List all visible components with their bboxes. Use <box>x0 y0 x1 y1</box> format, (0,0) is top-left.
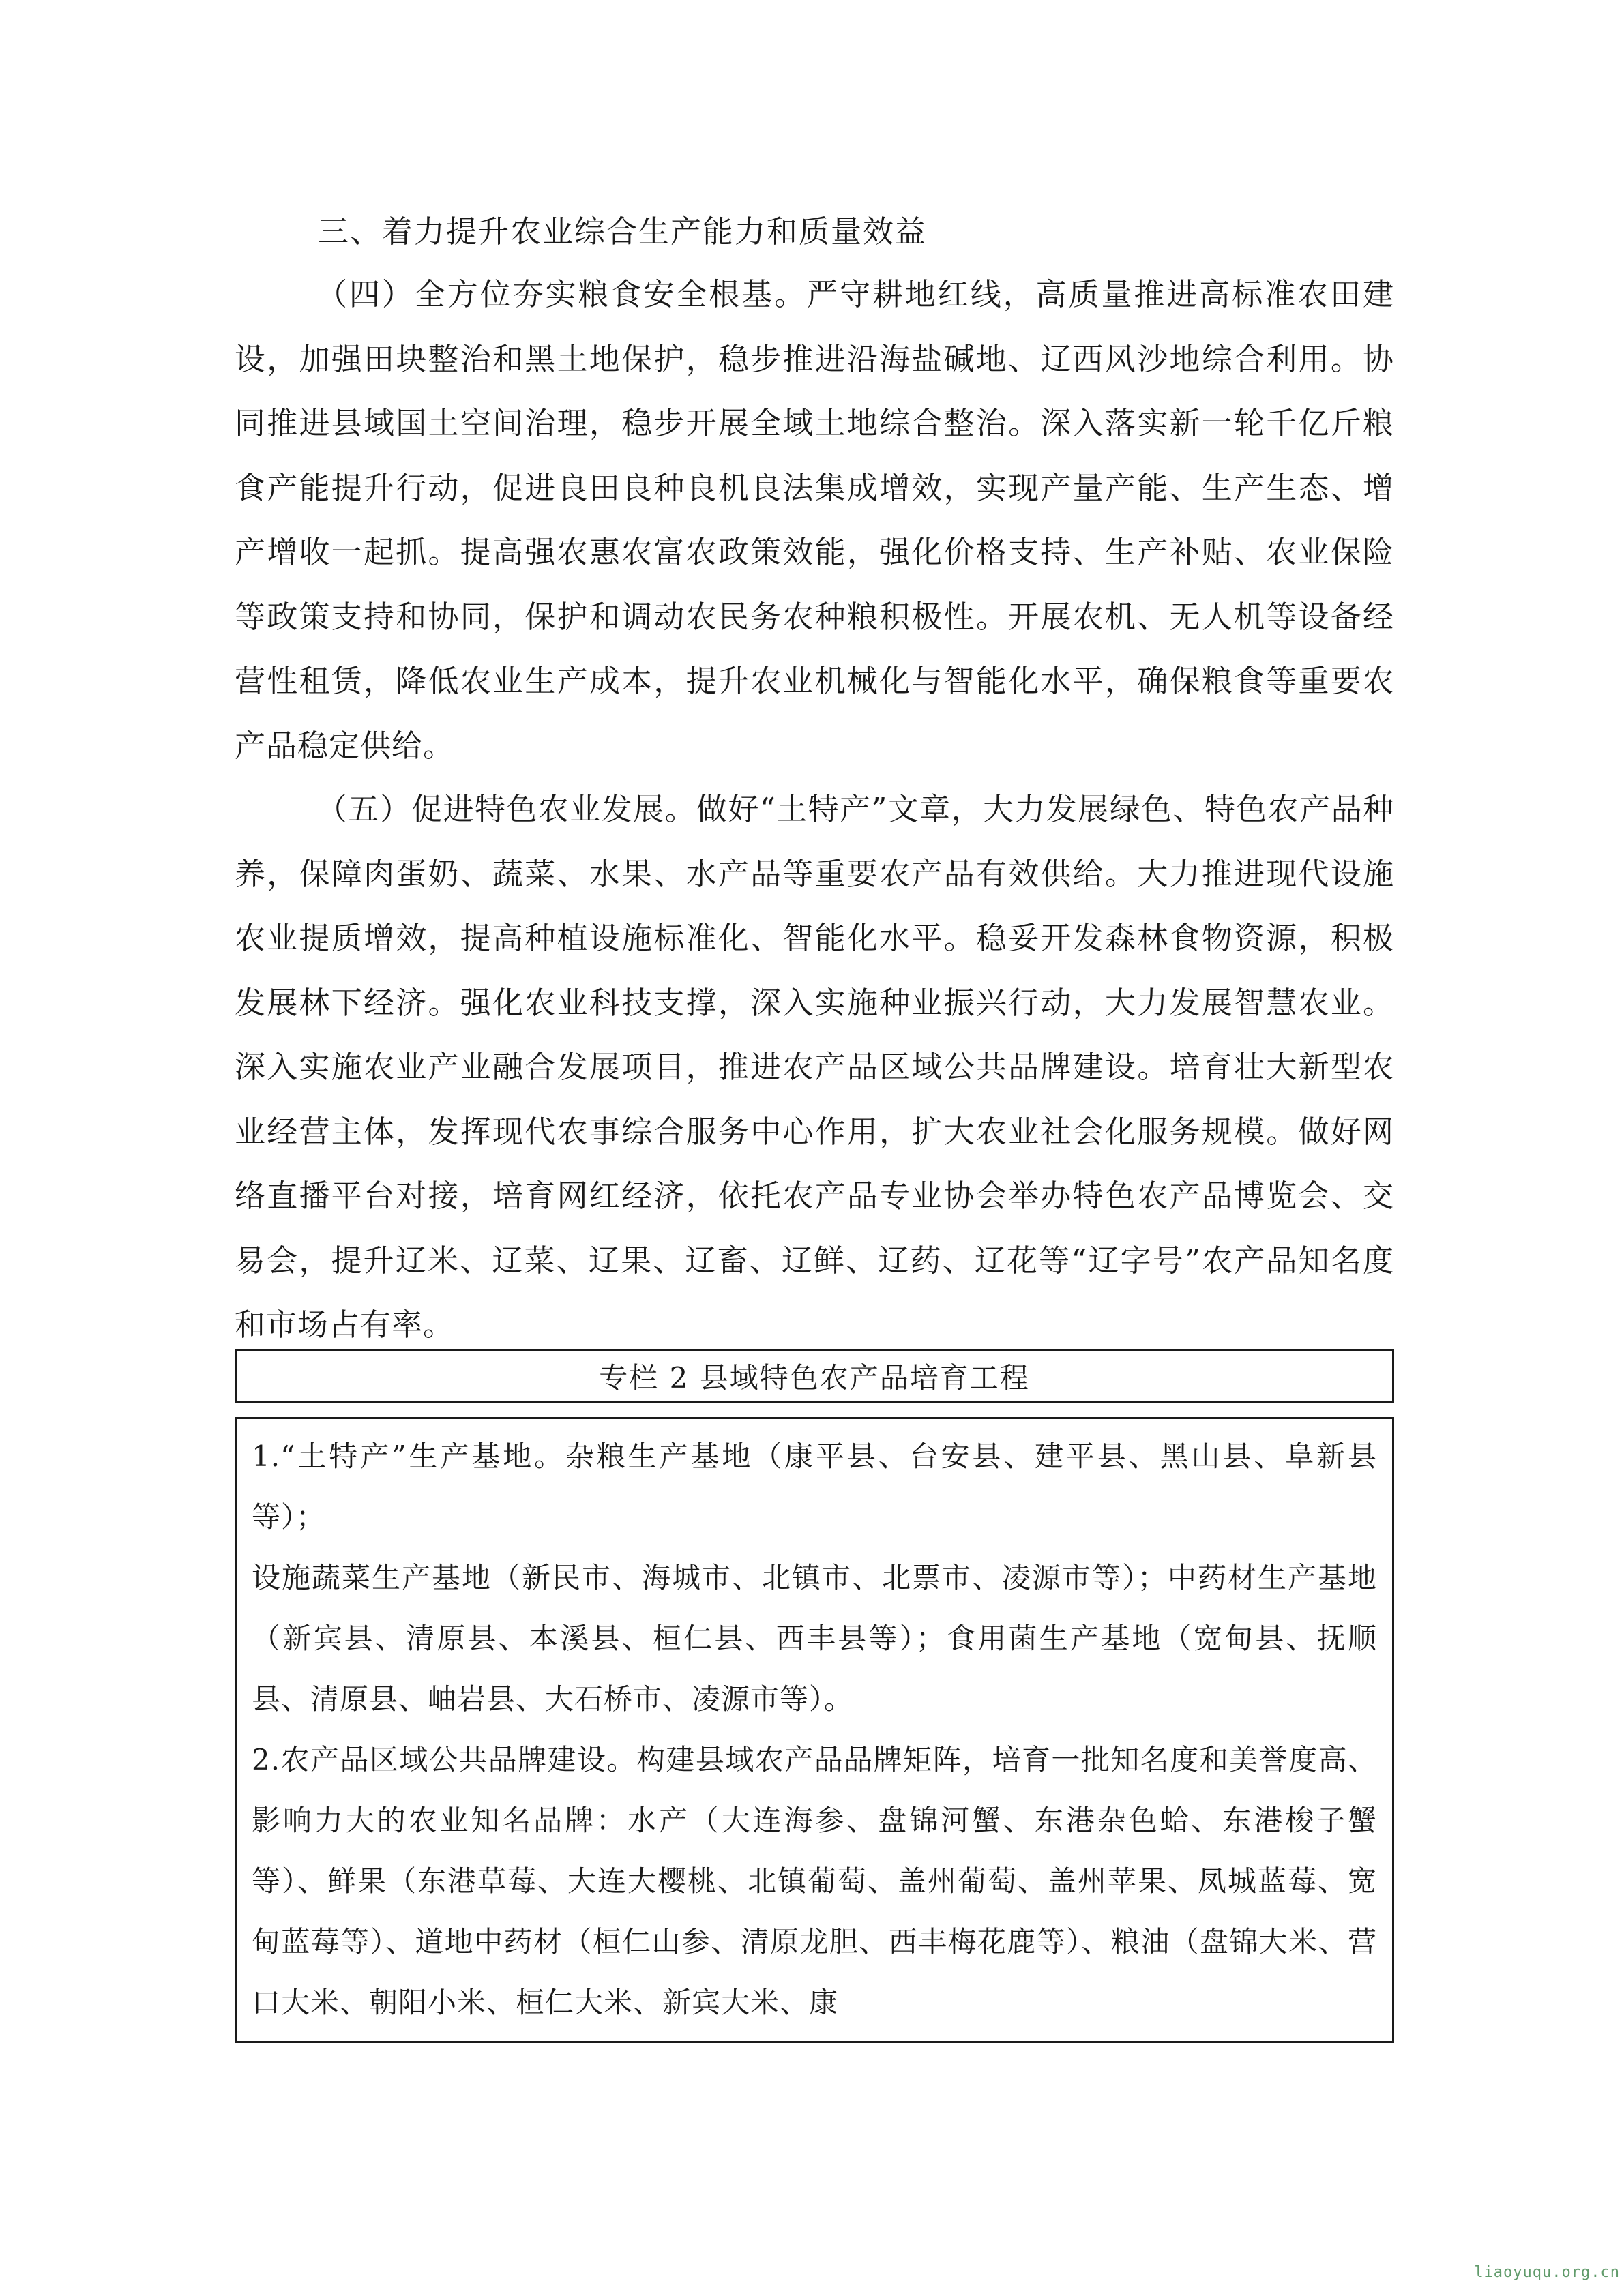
paragraph-food-security: （四）全方位夯实粮食安全根基。严守耕地红线，高质量推进高标准农田建设，加强田块整治和黑土地保护，稳步推进沿海盐碱地、辽西风沙地综合利用。协同推进县域国土空间治理，稳步开展全域土地综合整治。深入落实新一轮千亿斤粮食产能提升行动，促进良田良种良机良法集成增效，实现产量产能、生产生态、增产增收一起抓。提高强农惠农富农政策效能，强化价格支持、生产补贴、农业保险等政策支持和协同，保护和调动农民务农种粮积极性。开展农机、无人机等设备经营性租赁，降低农业生产成本，提升农业机械化与智能化水平，确保粮食等重要农产品稳定供给。 <box>235 276 1394 764</box>
column-box-body <box>235 1417 1394 2043</box>
column-box-item: 设施蔬菜生产基地（新民市、海城市、北镇市、北票市、凌源市等）；中药材生产基地（新宾县、清原县、本溪县、桓仁县、西丰县等）；食用菌生产基地（宽甸县、抚顺县、清原县、岫岩县、大石桥市、凌源市等）。 <box>252 1561 1377 1716</box>
section-heading: 三、着力提升农业综合生产能力和质量效益 <box>318 213 928 250</box>
site-watermark: liaoyuqu.org.cn <box>1474 2264 1620 2281</box>
column-box-item: 1.“土特产”生产基地。杂粮生产基地（康平县、台安县、建平县、黑山县、阜新县等）； <box>252 1440 1377 1534</box>
paragraph-specialty-agriculture: （五）促进特色农业发展。做好“土特产”文章，大力发展绿色、特色农产品种养，保障肉蛋奶、蔬菜、水果、水产品等重要农产品有效供给。大力推进现代设施农业提质增效，提高种植设施标准化、智能化水平。稳妥开发森林食物资源，积极发展林下经济。强化农业科技支撑，深入实施种业振兴行动，大力发展智慧农业。深入实施农业产业融合发展项目，推进农产品区域公共品牌建设。培育壮大新型农业经营主体，发挥现代农事综合服务中心作用，扩大农业社会化服务规模。做好网络直播平台对接，培育网红经济，依托农产品专业协会举办特色农产品博览会、交易会，提升辽米、辽菜、辽果、辽畜、辽鲜、辽药、辽花等“辽字号”农产品知名度和市场占有率。 <box>235 791 1394 1343</box>
column-box-title: 专栏 2 县域特色农产品培育工程 <box>235 1349 1394 1403</box>
column-box-item: 2.农产品区域公共品牌建设。构建县域农产品品牌矩阵，培育一批知名度和美誉度高、影响力大的农业知名品牌：水产（大连海参、盘锦河蟹、东港杂色蛤、东港梭子蟹等）、鲜果（东港草莓、大连大樱桃、北镇葡萄、盖州葡萄、盖州苹果、凤城蓝莓、宽甸蓝莓等）、道地中药材（桓仁山参、清原龙胆、西丰梅花鹿等）、粮油（盘锦大米、营口大米、朝阳小米、桓仁大米、新宾大米、康 <box>252 1743 1377 2019</box>
